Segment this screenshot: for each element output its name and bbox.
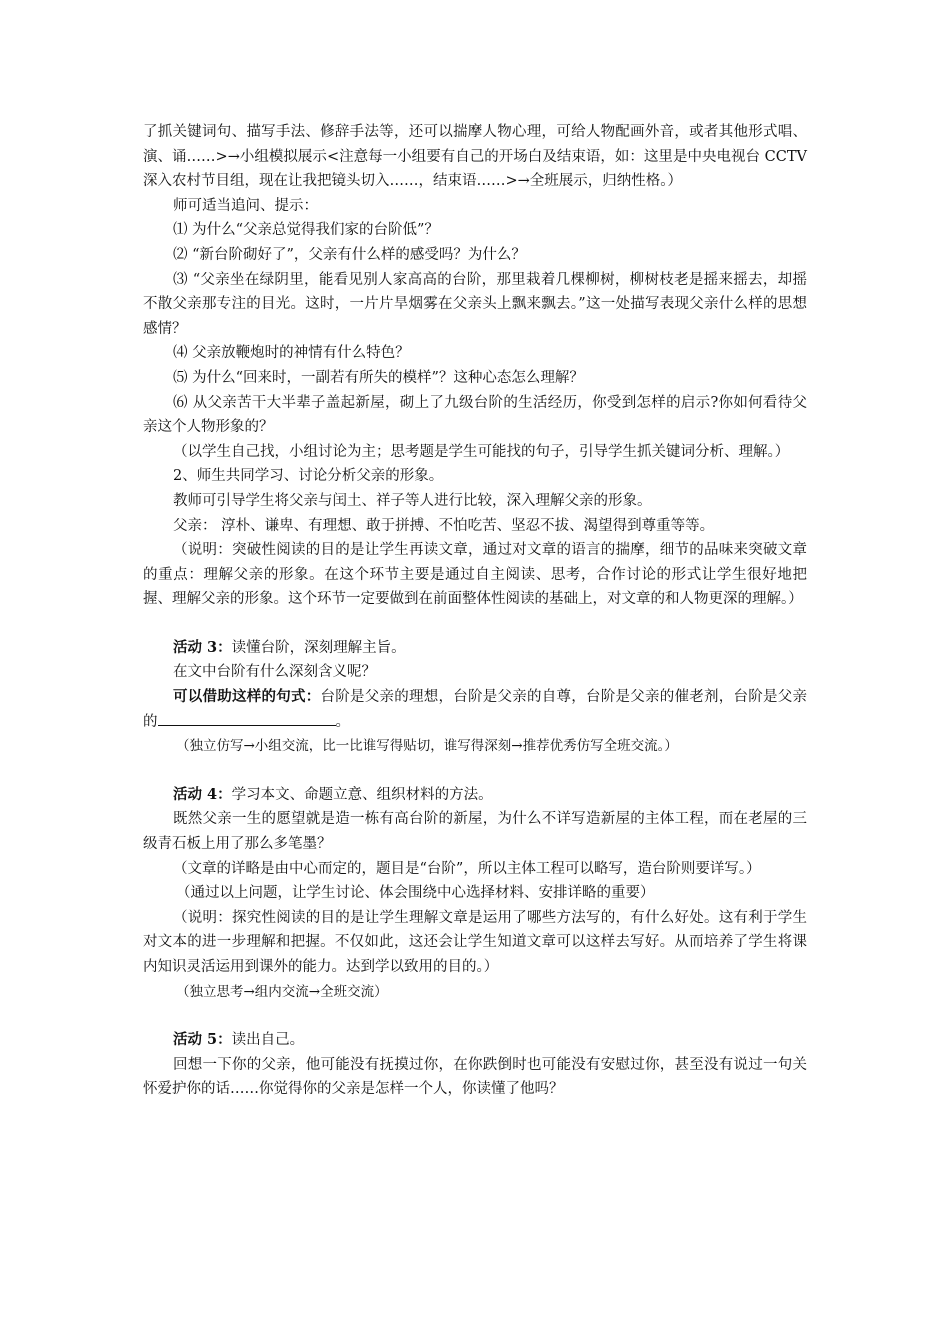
activity-3-pattern [143,685,807,734]
paragraph-continued: 了抓关键词句、描写手法、修辞手法等，还可以揣摩人物心理，可给人物配画外音，或者其他形式唱、演、诵……>→小组模拟展示<注意每一小组要有自己的开场白及结束语，如：这里是中央电视台 CCTV 深入农村节目组，现在让我把镜头切入……，结束语……>→全班展示，归纳性格。） [143,124,807,190]
comparison-paragraph: 教师可引导学生将父亲与闰土、祥子等人进行比较，深入理解父亲的形象。 [173,492,652,509]
explanation-paragraph: （说明：突破性阅读的目的是让学生再读文章，通过对文章的语言的揣摩，细节的品味来突破文章的重点：理解父亲的形象。在这个环节主要是通过自主阅读、思考，合作讨论的形式让学生很好地把握、理解父亲的形象。这个环节一定要做到在前面整体性阅读的基础上，对文章的和人物更深的理解。） [143,542,807,608]
activity-5-title: 读出自己。 [231,1032,305,1049]
activity-5-question: 回想一下你的父亲，他可能没有抚摸过你，在你跌倒时也可能没有安慰过你，甚至没有说过一句关怀爱护你的话……你觉得你的父亲是怎样一个人，你读懂了他吗？ [143,1056,807,1098]
question-1: ⑴ 为什么“父亲总觉得我们家的台阶低”？ [173,222,439,239]
activity-4-explain: （说明：探究性阅读的目的是让学生理解文章是运用了哪些方法写的，有什么好处。这有利于学生对文本的进一步理解和把握。不仅如此，这还会让学生知道文章可以这样去写好。从而培养了学生将课内知识灵活运用到课外的能力。达到学以致用的目的。） [143,909,807,975]
activity-5-heading [143,1028,807,1053]
activity-4-answer: （文章的详略是由中心而定的，题目是“台阶”，所以主体工程可以略写，造台阶则要详写。） [173,860,761,877]
question-3: ⑶ “父亲坐在绿阴里，能看见别人家高高的台阶，那里栽着几棵柳树，柳树枝老是摇来摇去，却摇不散父亲那专注的目光。这时，一片片旱烟雾在父亲头上飘来飘去。”这一处描写表现父亲什么样的思想感情？ [143,271,807,337]
activity-4-process: （独立思考→组内交流→全班交流） [176,983,388,1000]
activity-5-label: 活动 5： [173,1031,232,1049]
pattern-end: 。 [335,713,350,730]
father-traits: 父亲： 淳朴、谦卑、有理想、敢于拼搏、不怕吃苦、坚忍不拔、渴望得到尊重等等。 [173,517,715,534]
spacer [143,1004,807,1028]
activity-4-discuss: （通过以上问题，让学生讨论、体会围绕中心选择材料、安排详略的重要） [176,885,655,902]
question-2: ⑵ “新台阶砌好了”，父亲有什么样的感受吗？为什么？ [173,246,526,263]
question-5: ⑸ 为什么“回来时，一副若有所失的模样”？这种心态怎么理解？ [173,369,584,386]
spacer [143,612,807,636]
fill-in-blank [158,711,336,726]
activity-4-label: 活动 4： [173,785,232,803]
activity-4-question: 既然父亲一生的愿望就是造一栋有高台阶的新屋，为什么不详写造新屋的主体工程，而在老屋的三级青石板上用了那么多笔墨？ [143,811,807,853]
activity-3-heading [143,636,807,661]
pattern-text: 台阶是父亲的理想，台阶是父亲的自尊，台阶是父亲的催老剂，台阶是父亲的 [143,689,807,730]
activity-3-title: 读懂台阶，深刻理解主旨。 [231,639,406,656]
activity-3-process: （独立仿写→小组交流，比一比谁写得贴切，谁写得深刻→推荐优秀仿写全班交流。） [176,738,678,755]
document-page [143,120,807,1102]
question-6: ⑹ 从父亲苦干大半辈子盖起新屋，砌上了九级台阶的生活经历，你受到怎样的启示?你如何看待父亲这个人物形象的？ [143,394,807,436]
activity-4-heading [143,783,807,808]
step-2: 2、师生共同学习、讨论分析父亲的形象。 [173,468,444,485]
activity-3-question: 在文中台阶有什么深刻含义呢？ [173,664,376,681]
activity-3-label: 活动 3： [173,638,232,656]
activity-4-title: 学习本文、命题立意、组织材料的方法。 [231,786,493,803]
note-paragraph: （以学生自己找，小组讨论为主；思考题是学生可能找的句子，引导学生抓关键词分析、理解。） [173,443,790,460]
teacher-prompt-intro: 师可适当追问、提示： [173,197,318,214]
spacer [143,759,807,783]
question-4: ⑷ 父亲放鞭炮时的神情有什么特色？ [173,345,410,362]
pattern-label: 可以借助这样的句式： [173,688,321,706]
